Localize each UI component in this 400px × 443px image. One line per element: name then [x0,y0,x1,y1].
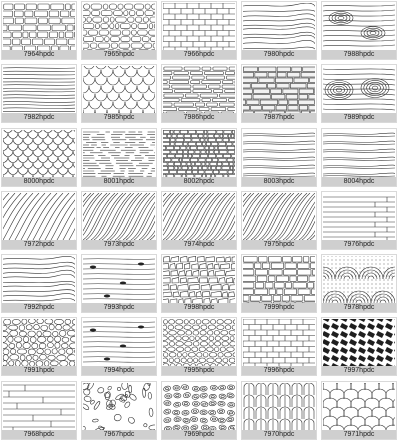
pattern-label: 7967hpdc [82,430,156,439]
pattern-preview [323,193,395,240]
hatch-pattern-tile[interactable] [321,381,397,440]
pattern-preview [3,193,75,240]
hatch-pattern-tile[interactable] [161,1,237,60]
pattern-preview [163,193,235,240]
pattern-preview [83,383,155,430]
hatch-pattern-tile[interactable] [1,191,77,250]
pattern-label: 7964hpdc [2,50,76,59]
pattern-label: 7970hpdc [242,430,316,439]
pattern-label: 7985hpdc [82,113,156,122]
hatch-pattern-tile[interactable] [241,1,317,60]
pattern-preview [83,256,155,303]
pattern-preview [3,383,75,430]
pattern-preview [3,319,75,366]
pattern-preview [83,130,155,177]
hatch-pattern-tile[interactable] [1,128,77,187]
hatch-pattern-tile[interactable] [241,128,317,187]
pattern-label: 8004hpdc [322,177,396,186]
hatch-pattern-tile[interactable] [321,317,397,376]
pattern-preview [3,66,75,113]
hatch-pattern-tile[interactable] [321,254,397,313]
pattern-label: 7991hpdc [2,366,76,375]
pattern-label: 7966hpdc [162,50,236,59]
pattern-preview [243,193,315,240]
pattern-preview [323,256,395,303]
pattern-preview [243,3,315,50]
pattern-label: 7975hpdc [242,240,316,249]
pattern-label: 7980hpdc [242,50,316,59]
pattern-preview [323,383,395,430]
pattern-label: 7965hpdc [82,50,156,59]
pattern-preview [3,130,75,177]
pattern-label: 7974hpdc [162,240,236,249]
hatch-pattern-tile[interactable] [1,317,77,376]
hatch-pattern-tile[interactable] [1,64,77,123]
hatch-pattern-tile[interactable] [81,381,157,440]
pattern-preview [323,319,395,366]
pattern-label: 7989hpdc [322,113,396,122]
pattern-label: 7999hpdc [242,303,316,312]
hatch-pattern-tile[interactable] [321,1,397,60]
pattern-label: 7972hpdc [2,240,76,249]
pattern-label: 7973hpdc [82,240,156,249]
pattern-preview [163,256,235,303]
hatch-pattern-tile[interactable] [241,381,317,440]
pattern-label: 7998hpdc [162,303,236,312]
pattern-preview [163,66,235,113]
hatch-pattern-tile[interactable] [241,254,317,313]
pattern-preview [243,319,315,366]
pattern-preview [83,319,155,366]
hatch-pattern-tile[interactable] [81,317,157,376]
pattern-label: 8002hpdc [162,177,236,186]
hatch-pattern-tile[interactable] [241,191,317,250]
pattern-label: 8001hpdc [82,177,156,186]
pattern-label: 7968hpdc [2,430,76,439]
pattern-preview [243,256,315,303]
pattern-preview [163,3,235,50]
pattern-preview [3,256,75,303]
hatch-pattern-tile[interactable] [161,64,237,123]
pattern-label: 7994hpdc [82,366,156,375]
pattern-preview [83,193,155,240]
hatch-pattern-tile[interactable] [241,64,317,123]
pattern-label: 7978hpdc [322,303,396,312]
pattern-label: 8000hpdc [2,177,76,186]
pattern-preview [323,130,395,177]
hatch-pattern-tile[interactable] [321,128,397,187]
pattern-preview [243,66,315,113]
hatch-pattern-tile[interactable] [161,191,237,250]
pattern-preview [323,66,395,113]
hatch-pattern-tile[interactable] [81,191,157,250]
pattern-label: 7995hpdc [162,366,236,375]
pattern-label: 7976hpdc [322,240,396,249]
hatch-pattern-tile[interactable] [81,1,157,60]
pattern-label: 7969hpdc [162,430,236,439]
pattern-label: 7988hpdc [322,50,396,59]
pattern-label: 8003hpdc [242,177,316,186]
hatch-pattern-tile[interactable] [161,317,237,376]
pattern-label: 7987hpdc [242,113,316,122]
pattern-label: 7982hpdc [2,113,76,122]
pattern-preview [163,319,235,366]
hatch-pattern-tile[interactable] [321,191,397,250]
pattern-label: 7971hpdc [322,430,396,439]
pattern-label: 7996hpdc [242,366,316,375]
hatch-pattern-tile[interactable] [161,254,237,313]
hatch-pattern-tile[interactable] [321,64,397,123]
hatch-pattern-tile[interactable] [241,317,317,376]
pattern-preview [163,383,235,430]
hatch-pattern-tile[interactable] [81,128,157,187]
hatch-pattern-tile[interactable] [81,254,157,313]
pattern-preview [163,130,235,177]
hatch-pattern-tile[interactable] [1,254,77,313]
hatch-pattern-tile[interactable] [1,1,77,60]
hatch-pattern-tile[interactable] [1,381,77,440]
pattern-preview [83,66,155,113]
hatch-pattern-tile[interactable] [81,64,157,123]
pattern-preview [83,3,155,50]
pattern-preview [243,383,315,430]
pattern-label: 7986hpdc [162,113,236,122]
hatch-pattern-tile[interactable] [161,381,237,440]
pattern-preview [323,3,395,50]
pattern-preview [243,130,315,177]
pattern-label: 7992hpdc [2,303,76,312]
hatch-pattern-tile[interactable] [161,128,237,187]
pattern-label: 7997hpdc [322,366,396,375]
pattern-label: 7993hpdc [82,303,156,312]
pattern-preview [3,3,75,50]
